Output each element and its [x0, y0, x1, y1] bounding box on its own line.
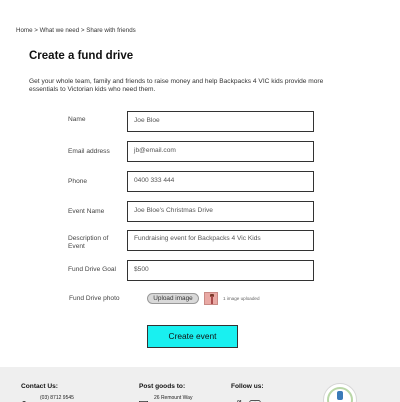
instagram-icon[interactable]	[249, 395, 261, 402]
breadcrumb-current: Share with friends	[86, 27, 136, 34]
uploaded-count-note: 1 image uploaded	[223, 296, 260, 301]
breadcrumb-separator: >	[79, 27, 87, 34]
backpacks-logo[interactable]	[323, 383, 357, 402]
follow-title: Follow us:	[231, 383, 264, 390]
create-event-button[interactable]: Create event	[147, 325, 238, 348]
user-icon	[21, 395, 27, 402]
name-field[interactable]: Joe Bloe	[127, 111, 314, 132]
uploaded-image-thumbnail	[204, 292, 218, 305]
breadcrumb-home-link[interactable]: Home	[16, 27, 33, 34]
upload-image-button[interactable]: Upload image	[147, 293, 199, 304]
goal-label: Fund Drive Goal	[68, 266, 117, 273]
event-name-label: Event Name	[68, 208, 105, 215]
breadcrumb-separator: >	[32, 27, 40, 34]
mail-icon	[139, 395, 148, 402]
goal-field[interactable]: $500	[127, 260, 314, 281]
breadcrumb-what-we-need-link[interactable]: What we need	[39, 27, 80, 34]
thumbnail-stick-shape	[211, 296, 213, 304]
photo-row	[0, 291, 400, 307]
footer	[0, 367, 400, 402]
contact-phone[interactable]: (03) 8712 9545	[40, 395, 74, 401]
post-address: 26 Remount Way	[154, 395, 193, 401]
breadcrumb	[16, 27, 136, 34]
intro-text: Get your whole team, family and friends to raise money and help Backpacks 4 VIC kids provide more essentials to Victorian kids who need them.	[29, 78, 324, 94]
facebook-icon[interactable]	[234, 395, 242, 402]
event-name-field[interactable]: Joe Bloe's Christmas Drive	[127, 201, 314, 222]
email-field[interactable]: jb@email.com	[127, 141, 314, 162]
logo-mark	[337, 391, 343, 400]
phone-label: Phone	[68, 178, 88, 185]
page-title: Create a fund drive	[29, 50, 134, 62]
photo-label: Fund Drive photo	[69, 295, 120, 302]
post-title: Post goods to:	[139, 383, 186, 390]
name-label: Name	[68, 116, 86, 123]
phone-field[interactable]: 0400 333 444	[127, 171, 314, 192]
description-field[interactable]: Fundraising event for Backpacks 4 Vic Kids	[127, 230, 314, 251]
contact-title: Contact Us:	[21, 383, 58, 390]
email-label: Email address	[68, 148, 110, 155]
description-label: Description of Event	[68, 235, 109, 250]
